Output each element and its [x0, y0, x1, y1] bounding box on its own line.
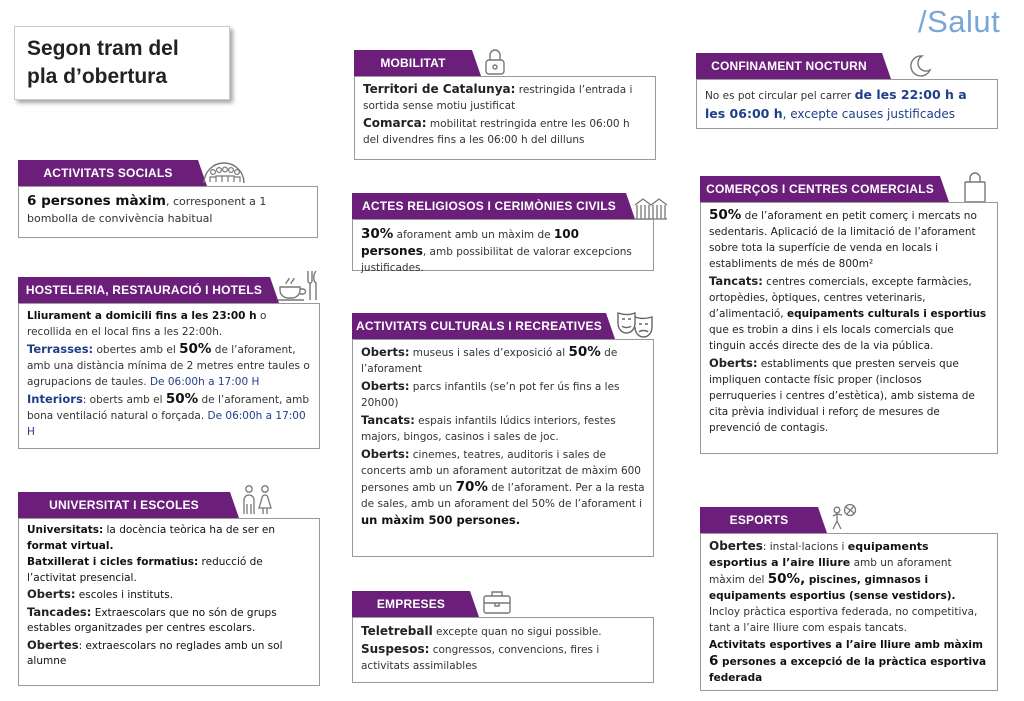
text: , excepte causes justificades: [782, 107, 956, 121]
max-persons: un màxim 500 persones.: [361, 513, 521, 527]
students-icon: [240, 484, 274, 516]
closed-label: Tancats:: [709, 274, 763, 288]
capacity-percent: 70%: [455, 479, 488, 495]
section-hosteleria: [18, 277, 320, 449]
text: aforament amb un màxim de: [393, 229, 554, 241]
page-title-line-2: pla d’obertura: [27, 65, 168, 88]
delivery-hours: Lliurament a domicili fins a les 23:00 h: [27, 310, 257, 322]
capacity-percent: 50%: [179, 341, 212, 357]
section-body: [352, 617, 654, 683]
section-tab: HOSTELERIA, RESTAURACIÓ I HOTELS: [18, 277, 270, 303]
text: reducció de l’activitat presencial.: [27, 556, 263, 584]
text: Extraescolars que no són de grups estables organitzades per centres escolars.: [27, 606, 277, 634]
section-tab: COMERÇOS I CENTRES COMERCIALS: [700, 176, 940, 202]
text: museus i sales d’exposició al: [409, 347, 569, 359]
page-title-line-1: Segon tram del: [27, 37, 179, 60]
open-label: Obertes: [27, 637, 79, 652]
interiors-label: Interiors: [27, 392, 83, 406]
section-comercos: [700, 176, 998, 454]
section-tab: CONFINAMENT NOCTURN: [696, 53, 882, 79]
telework-label: Teletreball: [361, 624, 433, 638]
text: espais infantils lúdics interiors, festes majors, bingos, casinos i sales de joc.: [361, 415, 616, 443]
closed-label: Tancats:: [361, 413, 415, 427]
pools-gyms: piscines, gimnasos i equipaments esportius (sense vestidors).: [709, 574, 956, 602]
lock-icon: [484, 48, 506, 76]
capacity-percent: 50%: [568, 344, 601, 360]
section-tab: ACTIVITATS CULTURALS I RECREATIVES: [352, 313, 606, 339]
text: Incloу pràctica esportiva federada, no competitiva, tant a l’aire lliure com espais tancats.: [709, 606, 978, 634]
section-universitat: [18, 492, 320, 686]
outdoor-equipments: equipaments esportius a l’aire lliure: [709, 540, 929, 569]
schedule: De 06:00h a 17:00 H: [149, 376, 260, 388]
max-persons: 6: [709, 653, 719, 669]
section-body: [352, 219, 654, 274]
text: : extraescolars no reglades amb un sol alumne: [27, 639, 283, 667]
capacity-percent: 50%: [709, 207, 742, 223]
open-label: Oberts:: [361, 345, 410, 359]
text: , corresponent a 1 bombolla de convivència habitual: [27, 195, 267, 225]
text: persones a excepció de la pràctica esportiva federada: [709, 656, 987, 684]
text: congressos, convencions, fires i activitats assimilables: [361, 644, 600, 672]
capacity-percent: 50%,: [767, 571, 806, 587]
curfew-hours: de les 22:00 h a les 06:00 h: [705, 87, 967, 121]
salut-brand-logo: /Salut: [918, 4, 1001, 39]
section-body: [696, 79, 998, 129]
text: , amb possibilitat de valorar excepcions justificades.: [361, 246, 632, 274]
section-tab: ACTIVITATS SOCIALS: [18, 160, 198, 186]
shopping-bag-icon: [962, 172, 988, 204]
text: o recollida en el local fins a les 22:00h.: [27, 310, 267, 338]
virtual-format: format virtual.: [27, 539, 114, 552]
page-title: [14, 26, 230, 100]
text: de l’aforament. Per a la resta de sales, amb un aforament del 50% de l’aforament i: [361, 482, 645, 510]
text: restringida l’entrada i sortida sense motiu justificat: [363, 84, 633, 112]
section-body: [18, 518, 320, 686]
county-label: Comarca:: [363, 116, 427, 130]
text: mobilitat restringida entre les 06:00 h del divendres fins a les 06:00 h del dilluns: [363, 118, 630, 146]
sport-ball-icon: [830, 503, 860, 531]
section-esports: [700, 507, 998, 691]
section-mobilitat: [354, 50, 656, 160]
text: de l’aforament, amb una distància mínima de 2 metres entre taules o agrupacions de taules.: [27, 344, 310, 388]
text: amb un aforament màxim del: [709, 557, 952, 586]
closed-label: Tancades:: [27, 604, 92, 619]
section-activitats-socials: [18, 160, 318, 240]
text: cinemes, teatres, auditoris i sales de concerts amb un aforament autoritzat de màxim 600 persones amb un: [361, 449, 641, 494]
section-tab: MOBILITAT: [354, 50, 472, 76]
text: escoles i instituts.: [75, 589, 174, 601]
section-tab: ESPORTS: [700, 507, 818, 533]
suspended-label: Suspesos:: [361, 642, 430, 656]
section-body: [18, 186, 318, 238]
section-body: [354, 76, 656, 160]
section-body: [700, 202, 998, 454]
briefcase-icon: [482, 589, 512, 615]
text: de l’aforament: [361, 347, 618, 375]
text: : instal·lacions i: [762, 541, 848, 553]
text: parcs infantils (se’n pot fer ús fins a les 20h00): [361, 381, 620, 409]
section-body: [700, 533, 998, 691]
text: establiments que presten serveis que impliquen contacte físic proper (inclosos perruqueries i centres d’estètica), amb sistema de cita prèvia individual i reforç de mesures de prevenció de contagis.: [709, 358, 975, 434]
text: la docència teòrica ha de ser en: [103, 524, 276, 536]
territory-label: Territori de Catalunya:: [363, 82, 516, 96]
capacity-percent: 30%: [361, 226, 394, 242]
cup-cutlery-icon: [278, 269, 320, 301]
building-columns-icon: [634, 196, 668, 220]
text: : oberts amb el: [82, 394, 166, 406]
text: que es trobin a dins i els locals comercials que tinguin accés directe des de la via pública.: [709, 324, 954, 352]
open-label: Oberts:: [709, 356, 758, 370]
equipments: equipaments culturals i esportius: [786, 308, 987, 320]
section-body: [18, 303, 320, 449]
universities-label: Universitats:: [27, 524, 104, 536]
max-persons: 6 persones màxim: [27, 193, 166, 209]
section-activitats-culturals: [352, 313, 654, 557]
open-label: Obertes: [709, 539, 763, 553]
section-tab: EMPRESES: [352, 591, 470, 617]
open-label: Oberts:: [27, 587, 76, 601]
moon-icon: [906, 53, 932, 79]
open-label: Oberts:: [361, 379, 410, 393]
max-persons: 100 persones: [361, 227, 579, 258]
theater-masks-icon: [616, 309, 654, 341]
text: de l’aforament, amb bona ventilació natural o forçada.: [27, 394, 309, 422]
open-label: Oberts:: [361, 447, 410, 461]
batxillerat-label: Batxillerat i cicles formatius:: [27, 556, 199, 568]
section-empreses: [352, 591, 654, 683]
outdoor-activities: Activitats esportives a l’aire lliure amb màxim: [709, 639, 983, 651]
text: No es pot circular pel carrer: [705, 90, 855, 102]
section-body: [352, 339, 654, 557]
terraces-label: Terrasses:: [27, 342, 94, 356]
text: obertes amb el: [93, 344, 180, 356]
schedule: De 06:00h a 17:00 H: [27, 410, 306, 438]
section-tab: UNIVERSITAT I ESCOLES: [18, 492, 230, 518]
text: centres comercials, excepte farmàcies, ortopèdies, òptiques, centres veterinaris, d’alimentació,: [709, 276, 972, 320]
text: de l’aforament en petit comerç i mercats no sedentaris. Aplicació de la limitació de l’aforament sobre tota la superfície de venda en locals i establiments de més de 800m²: [709, 210, 977, 270]
section-tab: ACTES RELIGIOSOS I CERIMÒNIES CIVILS: [352, 193, 626, 219]
capacity-percent: 50%: [165, 391, 199, 407]
people-group-icon: [202, 159, 246, 185]
section-actes-religiosos: [352, 193, 654, 273]
section-confinament: [696, 53, 998, 129]
text: excepte quan no sigui possible.: [432, 626, 602, 638]
